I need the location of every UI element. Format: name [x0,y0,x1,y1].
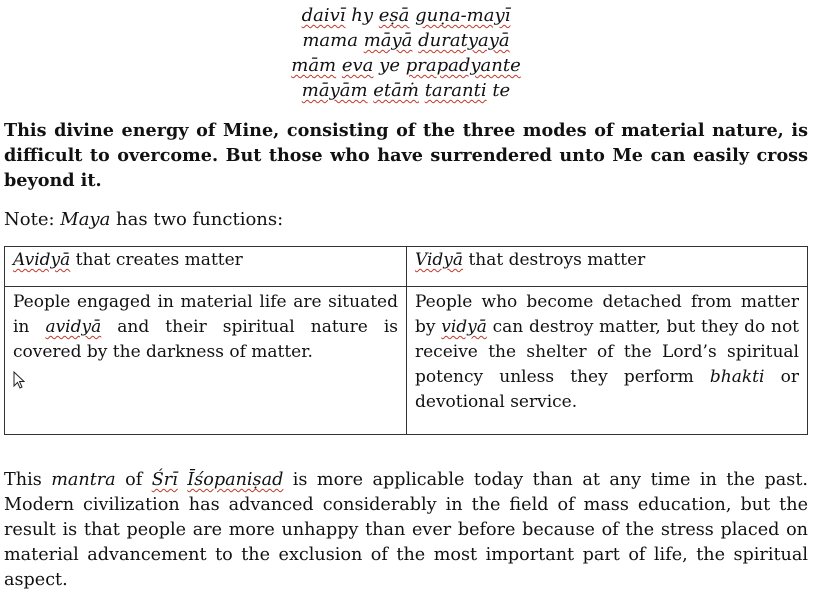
verse-translation: This divine energy of Mine, consisting of the three modes of material nature, is difficult to overcome. But those who have surrendered unto Me can easily cross beyond it. [4,120,808,191]
verse-line-1 [0,3,812,28]
table-header-cell [5,247,407,287]
table-header-cell [407,247,808,287]
functions-table [4,246,808,435]
cell-text: and their spiritual nature is covered by the darkness of matter. [13,317,399,362]
sanskrit-verse [0,3,812,103]
verse-word: guṇa-mayī [415,5,511,26]
header-text: that destroys matter [463,250,646,270]
header-text: that creates matter [70,250,243,270]
note-prefix: Note: [4,209,61,230]
cell-text: or devotional service. [415,367,799,412]
closing-term: Īśopaniṣad [187,470,284,490]
cell-text: can destroy matter, but they do not receive the shelter of the Lord’s spiritual potency unless they perform [415,317,800,387]
verse-word: taranti [424,80,487,101]
note-suffix: has two functions: [110,209,284,230]
verse-word: hy [351,5,374,26]
verse-line-4 [0,78,812,103]
verse-word: etāṁ [373,80,419,101]
header-term: Avidyā [13,250,71,270]
cell-term: bhakti [709,367,765,387]
header-term: Vidyā [415,250,464,270]
closing-text [178,470,187,490]
mouse-pointer-icon [13,371,25,389]
verse-word: mama [302,30,358,51]
verse-word: prapadyante [405,55,521,76]
verse-word: eṣā [378,5,410,26]
note-line [4,207,808,232]
verse-word: te [492,80,511,101]
table-row [5,287,808,435]
cell-text: People engaged in material life are situated in [13,292,398,337]
verse-word: daivī [301,5,346,26]
closing-text: This [4,470,52,490]
note-term: Maya [60,209,111,230]
closing-term: mantra [51,470,116,490]
verse-word: eva [341,55,374,76]
table-header-row [5,247,808,287]
table-cell-avidya [5,287,407,435]
verse-word: duratyayā [418,30,510,51]
closing-paragraph [4,468,808,593]
closing-text: is more applicable today than at any time in the past. Modern civilization has advanced considerably in the field of mass education, but the result is that people are more unhappy than ever before because of the stress placed on material advancement to the exclusion of the most important part of life, the spiritual aspect. [4,470,808,590]
table-cell-vidya [407,287,808,435]
verse-word: māyām [301,80,368,101]
cell-term: avidyā [45,317,102,337]
cell-term: vidyā [441,317,487,337]
verse-word: māyā [363,30,413,51]
cell-text: People who become detached from matter by [415,292,799,337]
verse-word: ye [379,55,400,76]
closing-text: of [115,470,152,490]
verse-word: mām [291,55,337,76]
verse-line-3 [0,53,812,78]
verse-line-2 [0,28,812,53]
closing-term: Śrī [151,470,178,490]
